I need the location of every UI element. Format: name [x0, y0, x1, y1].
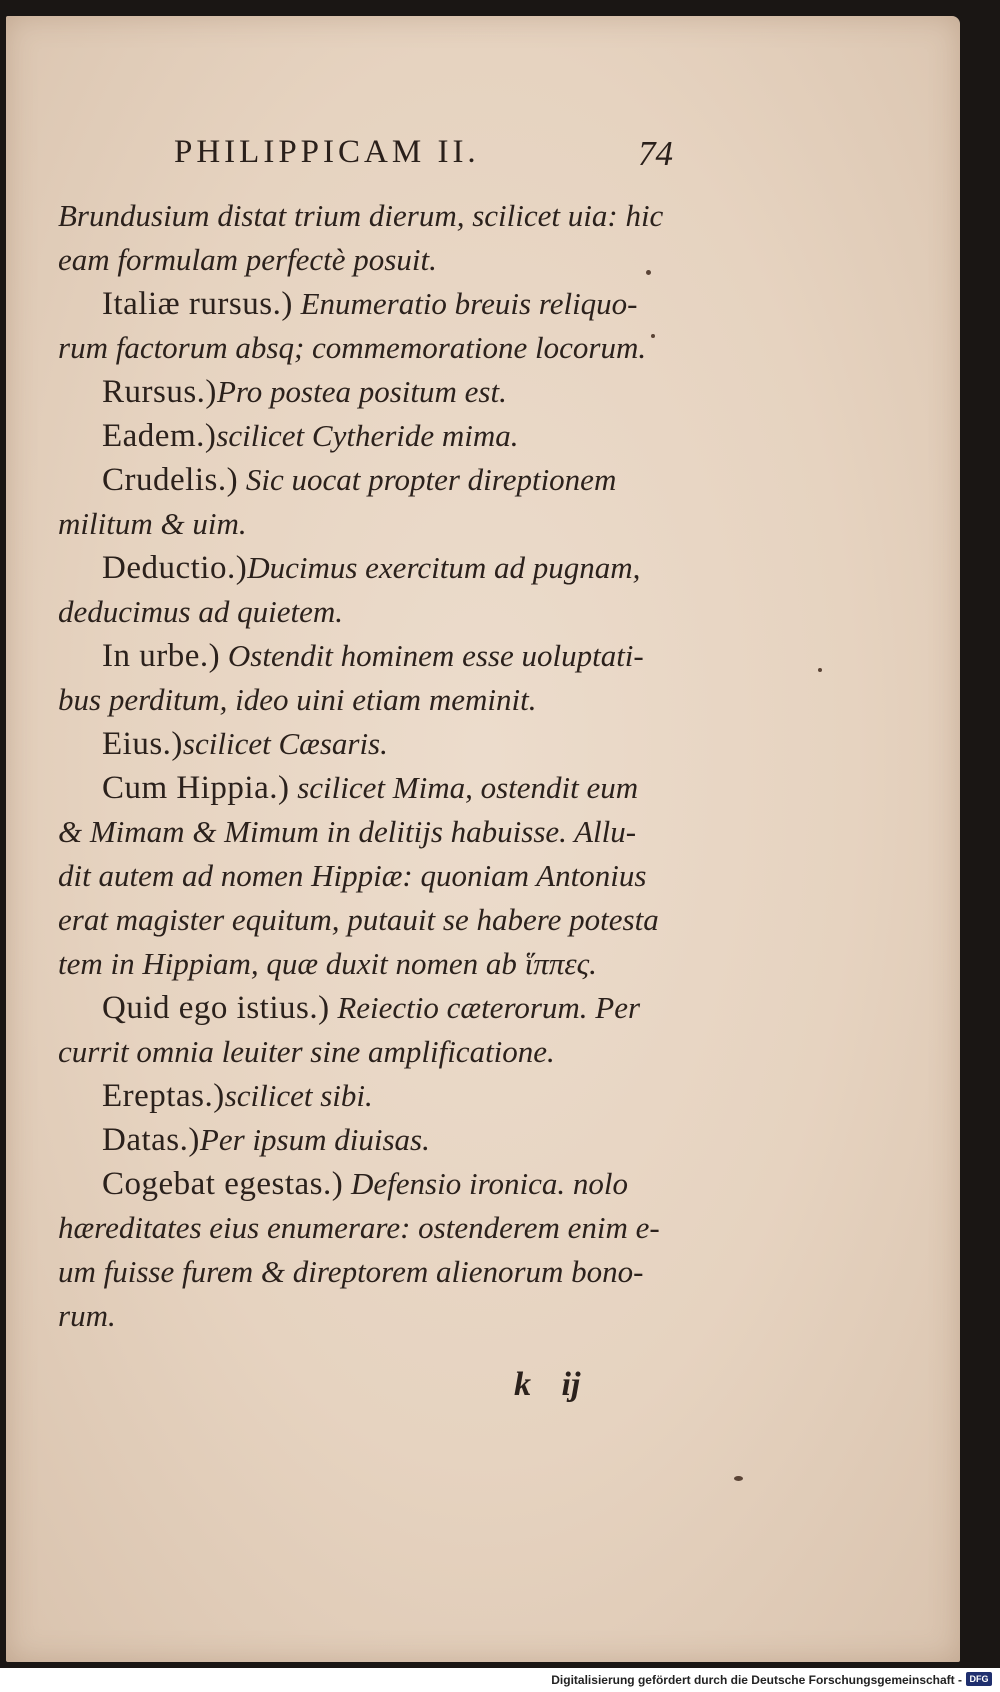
text-line — [58, 1030, 718, 1074]
gloss: deducimus ad quietem. — [58, 594, 343, 629]
gloss: tem in Hippiam, quæ duxit nomen ab ἵππες. — [58, 946, 597, 981]
gloss: Per ipsum diuisas. — [199, 1122, 430, 1157]
text-line — [58, 1074, 718, 1118]
lemma: Crudelis.) — [102, 462, 239, 498]
gloss: Pro postea positum est. — [216, 374, 507, 409]
lemma: Cum Hippia.) — [102, 770, 290, 806]
gloss: Sic uocat propter direptionem — [238, 462, 617, 497]
text-line — [58, 194, 718, 238]
lemma: In urbe.) — [102, 638, 221, 674]
ink-speck — [646, 270, 651, 275]
gloss: hæreditates eius enumerare: ostenderem enim e- — [58, 1210, 660, 1245]
lemma: Ereptas.) — [102, 1078, 225, 1114]
text-line — [58, 722, 718, 766]
lemma: Quid ego istius.) — [102, 990, 330, 1026]
text-line — [58, 942, 718, 986]
gloss: Defensio ironica. nolo — [343, 1166, 628, 1201]
text-line — [58, 1206, 718, 1250]
text-line — [58, 634, 718, 678]
lemma: Italiæ rursus.) — [102, 286, 293, 322]
running-head: PHILIPPICAM II. — [174, 134, 480, 170]
gloss: eam formulam perfectè posuit. — [58, 242, 437, 277]
gloss: & Mimam & Mimum in delitijs habuisse. Allu- — [58, 814, 637, 849]
gloss: erat magister equitum, putauit se habere potesta — [58, 902, 659, 937]
signature-mark: k ij — [514, 1366, 581, 1403]
text-line — [58, 458, 718, 502]
text-line — [58, 1118, 718, 1162]
ink-speck — [818, 668, 822, 672]
ink-speck — [651, 334, 655, 338]
gloss: scilicet sibi. — [224, 1078, 373, 1113]
gloss: scilicet Cytheride mima. — [216, 418, 519, 453]
text-line — [58, 414, 718, 458]
text-line — [58, 1294, 718, 1338]
gloss: Enumeratio breuis reliquo- — [292, 286, 638, 321]
gloss: scilicet Cæsaris. — [182, 726, 388, 761]
text-line — [58, 1162, 718, 1206]
text-line — [58, 678, 718, 722]
text-line — [58, 898, 718, 942]
gloss: scilicet Mima, ostendit eum — [289, 770, 639, 805]
text-line — [58, 326, 718, 370]
book-page — [6, 16, 960, 1662]
lemma: Deductio.) — [102, 550, 248, 586]
gloss: Ostendit hominem esse uoluptati- — [220, 638, 644, 673]
dfg-logo: DFG — [966, 1672, 992, 1686]
gloss: Brundusium distat trium dierum, scilicet uia: hic — [58, 198, 664, 233]
lemma: Eius.) — [102, 726, 183, 762]
page-number: 74 — [638, 134, 673, 173]
text-line — [58, 986, 718, 1030]
lemma: Rursus.) — [102, 374, 217, 410]
text-line — [58, 238, 718, 282]
gloss: Ducimus exercitum ad pugnam, — [247, 550, 641, 585]
gloss: bus perditum, ideo uini etiam meminit. — [58, 682, 537, 717]
text-line — [58, 502, 718, 546]
text-line — [58, 282, 718, 326]
funding-credit: Digitalisierung gefördert durch die Deutsche Forschungsgemeinschaft - — [551, 1673, 962, 1687]
gloss: rum factorum absq; commemoratione locorum. — [58, 330, 647, 365]
text-line — [58, 854, 718, 898]
gloss: dit autem ad nomen Hippiæ: quoniam Antonius — [58, 858, 647, 893]
text-line — [58, 370, 718, 414]
gloss: um fuisse furem & direptorem alienorum bono- — [58, 1254, 644, 1289]
gloss: Reiectio cæterorum. Per — [329, 990, 641, 1025]
text-line — [58, 546, 718, 590]
lemma: Cogebat egestas.) — [102, 1166, 344, 1202]
text-line — [58, 1250, 718, 1294]
gloss: rum. — [58, 1298, 116, 1333]
text-line — [58, 590, 718, 634]
gloss: militum & uim. — [58, 506, 247, 541]
text-line — [58, 766, 718, 810]
ink-speck — [734, 1476, 743, 1481]
text-line — [58, 810, 718, 854]
lemma: Datas.) — [102, 1122, 200, 1158]
gloss: currit omnia leuiter sine amplificatione. — [58, 1034, 555, 1069]
lemma: Eadem.) — [102, 418, 217, 454]
commentary-text — [58, 194, 718, 1338]
footer-bar — [0, 1668, 1000, 1692]
